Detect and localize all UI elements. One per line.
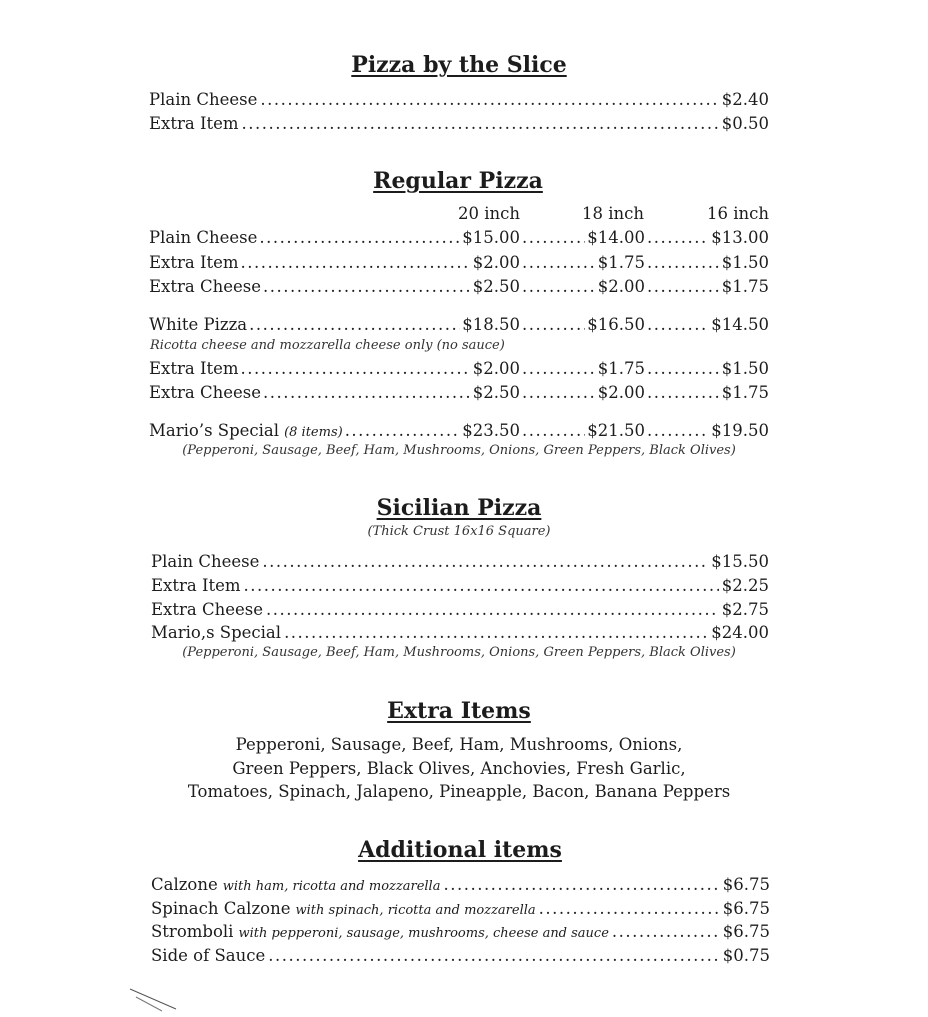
extras-line: Tomatoes, Spinach, Jalapeno, Pineapple, Bacon, Banana Peppers	[187, 782, 731, 801]
item-name: White Pizza	[149, 315, 248, 334]
leader-dots	[647, 228, 709, 247]
item-price: $15.50	[711, 552, 769, 571]
item-price: $1.75	[721, 277, 769, 296]
menu-row	[151, 875, 770, 894]
leader-dots	[539, 899, 720, 918]
item-name: Mario,s Special	[151, 623, 282, 642]
extras-line: Pepperoni, Sausage, Beef, Ham, Mushrooms, Onions,	[235, 735, 683, 754]
menu-row-price-18	[520, 383, 645, 402]
leader-dots	[522, 421, 585, 440]
menu-row-price-20	[149, 383, 520, 402]
item-price: $23.50	[462, 421, 520, 440]
item-name: Plain Cheese	[149, 228, 258, 247]
item-price: $6.75	[722, 875, 770, 894]
menu-row	[151, 552, 769, 571]
leader-dots	[443, 875, 719, 894]
menu-row-price-16	[645, 277, 769, 296]
item-price: $6.75	[722, 922, 770, 941]
item-name: Calzone	[151, 875, 218, 894]
item-description: with pepperoni, sausage, mushrooms, cheese and sauce	[238, 926, 609, 941]
leader-dots	[647, 421, 709, 440]
item-name: Extra Item	[149, 253, 239, 272]
leader-dots	[612, 922, 720, 941]
leader-dots	[522, 228, 585, 247]
item-name: Plain Cheese	[149, 90, 258, 109]
leader-dots	[647, 277, 720, 296]
item-price: $2.00	[472, 359, 520, 378]
menu-row-price-20	[149, 315, 520, 334]
item-name: Stromboli	[151, 922, 234, 941]
item-name: Extra Item	[149, 359, 239, 378]
item-name: Plain Cheese	[151, 552, 260, 571]
menu-row-price-20	[149, 277, 520, 296]
leader-dots	[647, 359, 720, 378]
leader-dots	[241, 253, 471, 272]
menu-row-price-18	[520, 315, 645, 334]
menu-row-price-18	[520, 277, 645, 296]
leader-dots	[647, 383, 720, 402]
item-price: $13.00	[711, 228, 769, 247]
leader-dots	[241, 359, 471, 378]
leader-dots	[284, 623, 708, 642]
menu-row-price-18	[520, 253, 645, 272]
menu-row	[151, 600, 769, 619]
item-price: $19.50	[711, 421, 769, 440]
section-title-additional: Additional items	[358, 837, 562, 863]
item-name: Extra Cheese	[149, 277, 261, 296]
item-description: with spinach, ricotta and mozzarella	[295, 903, 536, 918]
item-price: $15.00	[462, 228, 520, 247]
menu-row-price-16	[645, 421, 769, 440]
item-price: $2.00	[597, 277, 645, 296]
item-description: with ham, ricotta and mozzarella	[222, 879, 441, 894]
leader-dots	[522, 253, 596, 272]
item-price: $1.50	[721, 359, 769, 378]
item-name: Extra Item	[149, 114, 239, 133]
leader-dots	[263, 277, 471, 296]
item-price: $2.50	[472, 277, 520, 296]
menu-row-price-20	[149, 359, 520, 378]
menu-row	[149, 90, 769, 109]
menu-row	[149, 114, 769, 133]
item-name: Extra Item	[151, 576, 241, 595]
leader-dots	[260, 90, 718, 109]
section-title-slice: Pizza by the Slice	[351, 52, 567, 78]
leader-dots	[244, 576, 719, 595]
item-price: $2.75	[721, 600, 769, 619]
size-header-16: 16 inch	[706, 204, 769, 223]
menu-row	[151, 946, 770, 965]
leader-dots	[522, 359, 596, 378]
leader-dots	[647, 253, 720, 272]
menu-row-price-20	[149, 253, 520, 272]
item-price: $16.50	[587, 315, 645, 334]
leader-dots	[266, 600, 719, 619]
leader-dots	[522, 315, 585, 334]
item-name: Spinach Calzone	[151, 899, 291, 918]
scan-mark	[126, 985, 186, 1015]
leader-dots	[522, 277, 596, 296]
leader-dots	[263, 383, 471, 402]
white-pizza-note: Ricotta cheese and mozzarella cheese only (no sauce)	[150, 338, 505, 353]
section-title-regular: Regular Pizza	[373, 168, 543, 194]
item-price: $1.75	[597, 359, 645, 378]
menu-row-price-16	[645, 383, 769, 402]
menu-row	[151, 899, 770, 918]
leader-dots	[259, 228, 460, 247]
leader-dots	[242, 114, 719, 133]
item-price: $2.40	[721, 90, 769, 109]
item-price: $21.50	[587, 421, 645, 440]
item-price: $18.50	[462, 315, 520, 334]
sicilian-subtitle: (Thick Crust 16x16 Square)	[367, 524, 551, 539]
menu-row-price-18	[520, 359, 645, 378]
menu-row-price-18	[520, 421, 645, 440]
size-header-20: 20 inch	[457, 204, 520, 223]
leader-dots	[249, 315, 460, 334]
menu-row-price-16	[645, 228, 769, 247]
size-header-18: 18 inch	[581, 204, 644, 223]
item-name: Extra Cheese	[151, 600, 263, 619]
leader-dots	[262, 552, 708, 571]
sicilian-special-note: (Pepperoni, Sausage, Beef, Ham, Mushrooms, Onions, Green Peppers, Black Olives)	[182, 645, 736, 660]
item-price: $2.00	[597, 383, 645, 402]
menu-row-price-20	[149, 228, 520, 247]
item-price: $14.50	[711, 315, 769, 334]
item-name: Extra Cheese	[149, 383, 261, 402]
leader-dots	[522, 383, 596, 402]
item-price: $0.75	[722, 946, 770, 965]
menu-row-price-20	[149, 421, 520, 440]
item-price: $14.00	[587, 228, 645, 247]
leader-dots	[345, 421, 461, 440]
leader-dots	[647, 315, 709, 334]
section-title-sicilian: Sicilian Pizza	[376, 495, 542, 521]
menu-row-price-16	[645, 315, 769, 334]
special-count: (8 items)	[284, 425, 343, 440]
item-name: Mario’s Special	[149, 421, 280, 440]
item-price: $2.00	[472, 253, 520, 272]
menu-row	[151, 576, 769, 595]
item-price: $2.50	[472, 383, 520, 402]
special-toppings-note: (Pepperoni, Sausage, Beef, Ham, Mushrooms, Onions, Green Peppers, Black Olives)	[182, 443, 736, 458]
menu-row-price-16	[645, 359, 769, 378]
menu-row-price-16	[645, 253, 769, 272]
menu-row-price-18	[520, 228, 645, 247]
menu-row	[151, 623, 769, 642]
leader-dots	[268, 946, 720, 965]
item-price: $1.75	[597, 253, 645, 272]
extras-line: Green Peppers, Black Olives, Anchovies, Fresh Garlic,	[232, 759, 686, 778]
item-price: $1.75	[721, 383, 769, 402]
item-price: $6.75	[722, 899, 770, 918]
menu-row	[151, 922, 770, 941]
section-title-extras: Extra Items	[387, 698, 531, 724]
item-name: Side of Sauce	[151, 946, 266, 965]
item-price: $24.00	[711, 623, 769, 642]
item-price: $1.50	[721, 253, 769, 272]
item-price: $0.50	[721, 114, 769, 133]
item-price: $2.25	[721, 576, 769, 595]
